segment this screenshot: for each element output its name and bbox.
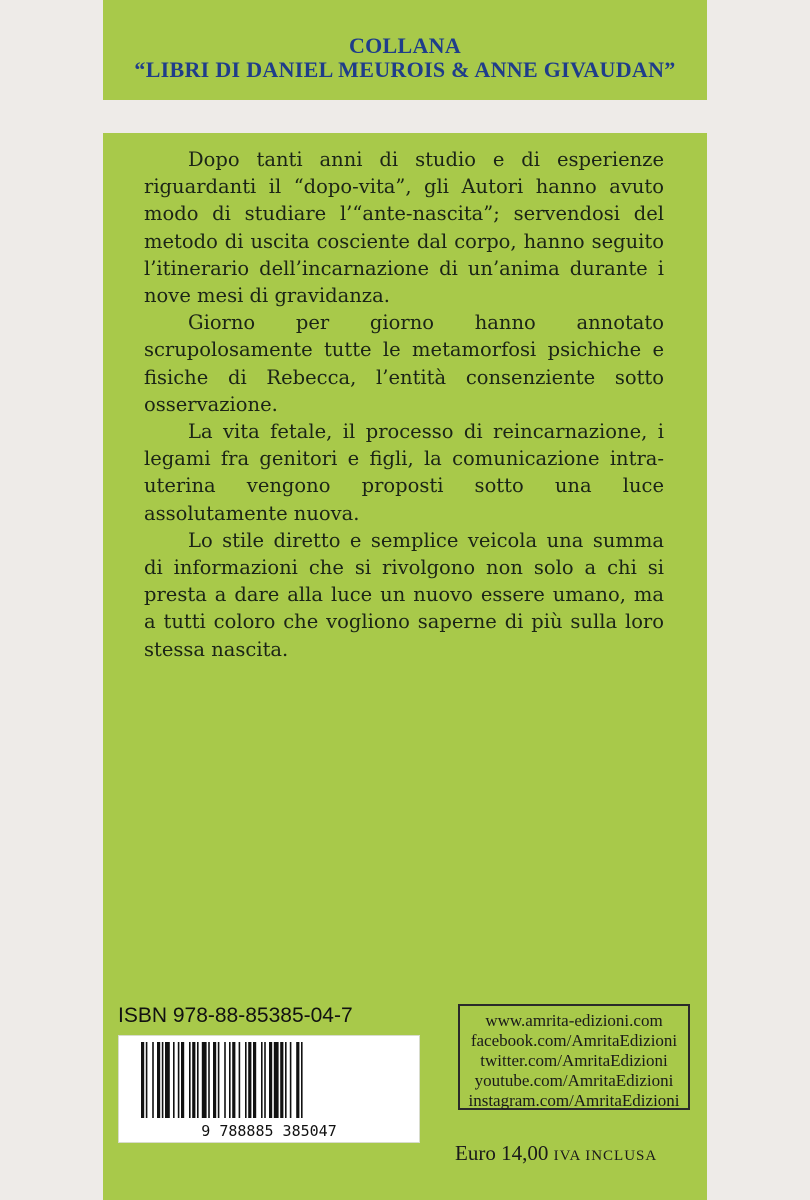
barcode-bar [189,1042,191,1118]
barcode-bar [197,1042,199,1118]
barcode-bar [245,1042,247,1118]
blurb-paragraph: Lo stile diretto e semplice veicola una summa di informazioni che si rivolgono non solo a chi si presta a dare alla luce un nuovo essere umano, ma a tutti coloro che vogliono saperne di più sulla loro stessa nascita. [144,528,664,661]
link-youtube[interactable]: youtube.com/AmritaEdizioni [474,1071,674,1090]
barcode-bar [162,1042,164,1118]
header-band [103,0,707,100]
barcode-bar [141,1042,144,1118]
barcode-bar [285,1042,287,1118]
barcode-bar [301,1042,303,1118]
barcode-bar [192,1042,195,1118]
barcode-bar [157,1042,160,1118]
link-twitter[interactable]: twitter.com/AmritaEdizioni [480,1051,668,1070]
barcode-bar [280,1042,283,1118]
blurb-paragraph: La vita fetale, il processo di reincarnazione, i legami fra genitori e figli, la comunicazione intra-uterina vengono proposti sotto una luce assolutamente nuova. [144,420,664,525]
barcode-bar [173,1042,175,1118]
barcode-bar [264,1042,266,1118]
price [455,1141,695,1166]
blurb [144,146,664,663]
series-label: COLLANA [348,33,462,58]
barcode [118,1035,420,1143]
barcode-bar [218,1042,220,1118]
barcode-bar [290,1042,292,1118]
blurb-paragraph: Dopo tanti anni di studio e di esperienze riguardanti il “dopo-vita”, gli Autori hanno avuto modo di studiare l’“ante-nascita”; servendosi del metodo di uscita cosciente dal corpo, hanno seguito l’itinerario dell’incarnazione di un’anima durante i nove mesi di gravidanza. [144,148,664,308]
barcode-bar [152,1042,154,1118]
price-note: IVA INCLUSA [553,1148,658,1164]
barcode-graphic [119,1036,419,1142]
series-title [103,34,707,82]
barcode-bar [146,1042,148,1118]
barcode-bar [202,1042,207,1118]
barcode-bar [239,1042,241,1118]
barcode-bar [253,1042,256,1118]
blurb-paragraph: Giorno per giorno hanno annotato scrupolosamente tutte le metamorfosi psichiche e fisiche di Rebecca, l’entità consenziente sotto osservazione. [144,311,664,416]
link-website[interactable]: www.amrita-edizioni.com [485,1011,663,1030]
barcode-bar [181,1042,184,1118]
barcode-bar [274,1042,279,1118]
back-cover-panel [103,133,707,1200]
price-amount: Euro 14,00 [455,1141,549,1165]
link-instagram[interactable]: instagram.com/AmritaEdizioni [468,1091,680,1110]
barcode-bar [224,1042,226,1118]
link-facebook[interactable]: facebook.com/AmritaEdizioni [470,1031,678,1050]
barcode-bar [178,1042,180,1118]
barcode-bar [269,1042,272,1118]
publisher-links [458,1004,690,1110]
barcode-bar [229,1042,231,1118]
barcode-bar [213,1042,216,1118]
barcode-bar [232,1042,235,1118]
barcode-digits: 9 788885 385047 [201,1122,337,1140]
barcode-bar [296,1042,299,1118]
barcode-bar [165,1042,170,1118]
series-name: “LIBRI DI DANIEL MEUROIS & ANNE GIVAUDAN” [134,57,676,82]
isbn-label: ISBN 978-88-85385-04-7 [118,1004,353,1027]
barcode-bar [248,1042,251,1118]
barcode-bar [208,1042,210,1118]
barcode-bar [261,1042,263,1118]
